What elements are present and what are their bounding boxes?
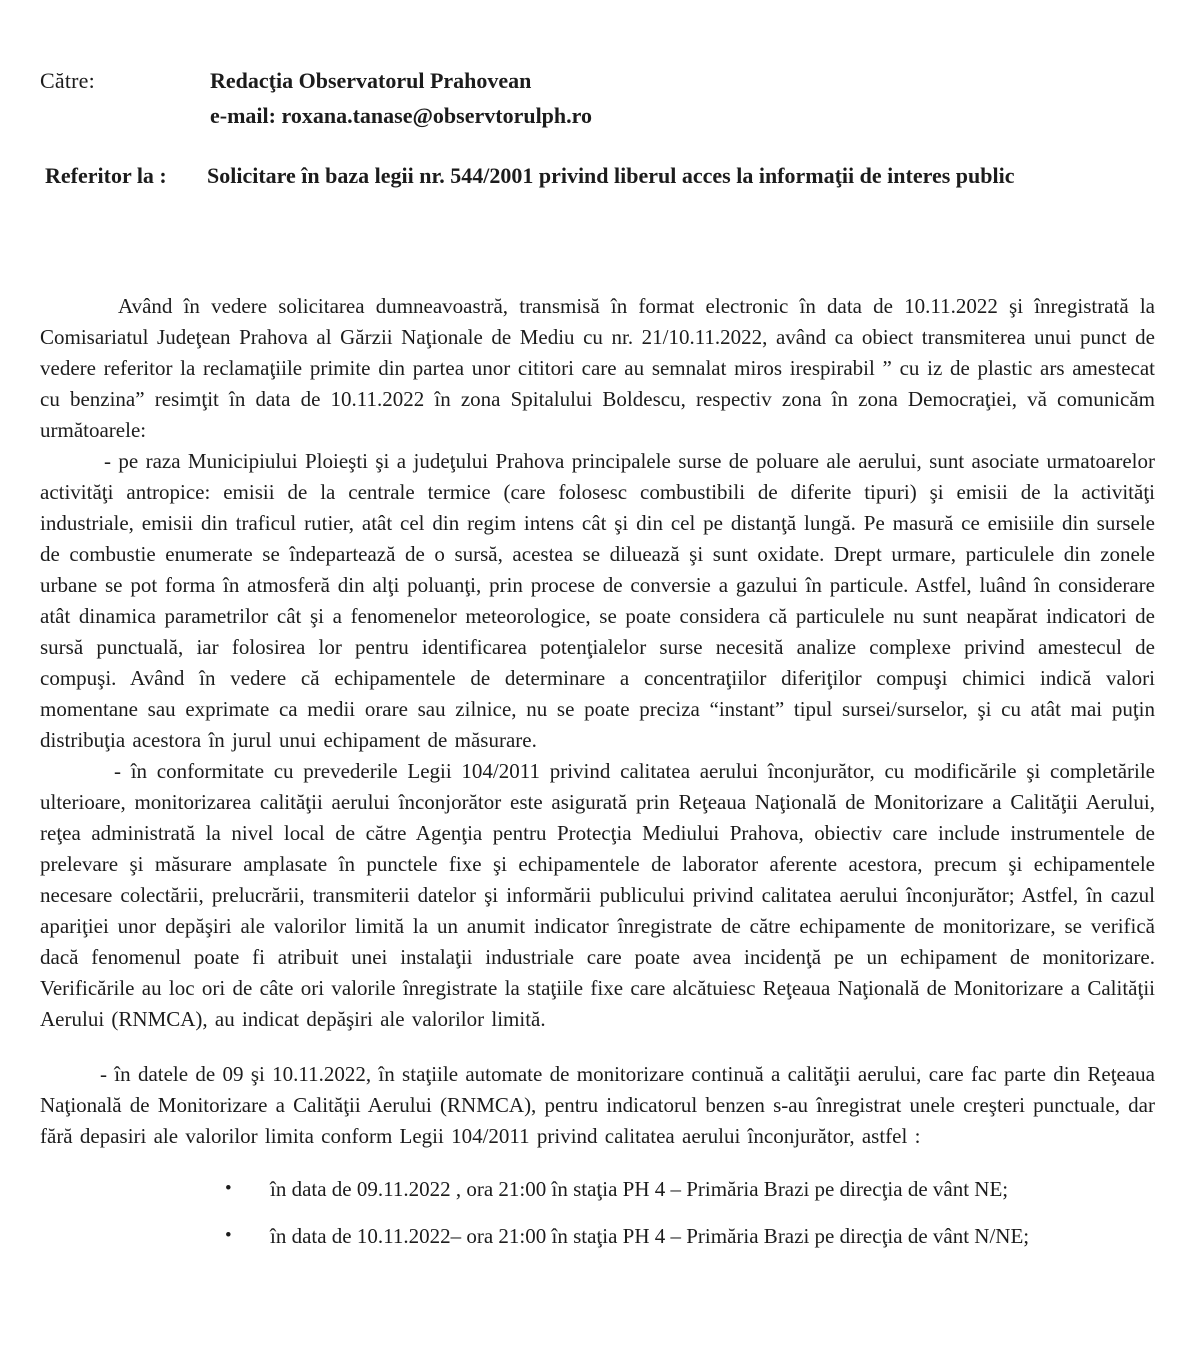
- bullet-item-text: în data de 10.11.2022– ora 21:00 în staţia PH 4 – Primăria Brazi pe direcţia de vânt N/NE;: [270, 1223, 1030, 1248]
- paragraph-intro: Având în vedere solicitarea dumneavoastră, transmisă în format electronic în data de 10.11.2022 şi înregistrată la Comisariatul Judeţean Prahova al Gărzii Naţionale de Mediu cu nr. 21/10.11.2022, având ca obiect transmiterea unui punct de vedere referitor la reclamaţiile primite din partea unor cititori care au semnalat miros irespirabil ” cu iz de plastic ars amestecat cu benzina” resimţit în data de 10.11.2022 în zona Spitalului Boldescu, respectiv zona în zona Democraţiei, vă comunicăm următoarele:: [40, 293, 1155, 442]
- paragraph-pollution-sources: - pe raza Municipiului Ploieşti şi a judeţului Prahova principalele surse de poluare ale aerului, sunt asociate urmatoarelor activităţi antropice: emisii de la centrale termice (care folosesc combustibili de diferite tipuri) şi emisii de la activităţi industriale, emisii din traficul rutier, atât cel din regim intens cât şi din cel pe distanţă lungă. Pe masură ce emisiile din sursele de combustie enumerate se îndepartează de o sursă, acestea se diluează şi sunt oxidate. Drept urmare, particulele din zonele urbane se pot forma în atmosferă din alţi poluanţi, prin procese de conversie a gazului în particule. Astfel, luând în considerare atât dinamica parametrilor cât şi a fenomenelor meteorologice, se poate considera că particulele nu sunt neapărat indicatori de sursă punctuală, iar folosirea lor pentru identificarea potenţialelor surse necesită analize complexe privind amestecul de compuşi. Având în vedere că echipamentele de determinare a concentraţiilor diferiţilor compuşi chimici indică valori momentane sau exprimate ca medii orare sau zilnice, nu se poate preciza “instant” tipul sursei/surselor, şi cu atât mai puţin distribuţia acestora în jurul unui echipament de măsurare.: [40, 448, 1155, 752]
- recipient-email: e-mail: roxana.tanase@observtorulph.ro: [210, 103, 593, 129]
- recipient-block: [40, 66, 1155, 136]
- bullet-icon: •: [225, 1224, 232, 1246]
- list-item: [40, 1221, 1155, 1251]
- paragraph-monitoring-network: - în conformitate cu prevederile Legii 104/2011 privind calitatea aerului înconjurător, cu modificările şi completările ulterioare, monitorizarea calităţii aerului înconjorător este asigurată prin Reţeaua Naţională de Monitorizare a Calităţii Aerului, reţea administrată la nivel local de către Agenţia pentru Protecţia Mediului Prahova, obiectiv care include instrumentele de prelevare şi măsurare amplasate în punctele fixe şi echipamentele de laborator aferente acestora, precum şi echipamentele necesare colectării, prelucrării, transmiterii datelor şi informării publicului privind calitatea aerului înconjurător; Astfel, în cazul apariţiei unor depăşiri ale valorilor limită la un anumit indicator înregistrate de către echipamente de monitorizare, se verifică dacă fenomenul poate fi atribuit unei instalaţii industriale care poate avea incidenţă pe un echipament de monitorizare. Verificările au loc ori de câte ori valorile înregistrate la staţiile fixe care alcătuiesc Reţeaua Naţională de Monitorizare a Calităţii Aerului (RNMCA), au indicat depăşiri ale valorilor limită.: [40, 758, 1155, 1031]
- bullet-icon: •: [225, 1177, 232, 1199]
- letter-body: [40, 291, 1155, 1251]
- recipient-details: [210, 66, 592, 136]
- recipient-name: Redacţia Observatorul Prahovean: [210, 68, 532, 93]
- subject-label: Referitor la :: [45, 163, 167, 189]
- subject-text: Solicitare în baza legii nr. 544/2001 privind liberul acces la informaţii de interes public: [207, 163, 1015, 189]
- list-item: [40, 1174, 1155, 1204]
- paragraph-benzene-readings: - în datele de 09 şi 10.11.2022, în staţiile automate de monitorizare continuă a calităţii aerului, care fac parte din Reţeaua Naţională de Monitorizare a Calităţii Aerului (RNMCA), pentru indicatorul benzen s-au înregistrat unele creşteri punctuale, dar fără depasiri ale valorilor limita conform Legii 104/2011 privind calitatea aerului înconjurător, astfel :: [40, 1061, 1155, 1148]
- subject-block: [40, 162, 1155, 191]
- recipient-label: Către:: [40, 68, 95, 93]
- measurement-bullet-list: [40, 1174, 1155, 1251]
- bullet-item-text: în data de 09.11.2022 , ora 21:00 în staţia PH 4 – Primăria Brazi pe direcţia de vânt NE;: [270, 1176, 1009, 1201]
